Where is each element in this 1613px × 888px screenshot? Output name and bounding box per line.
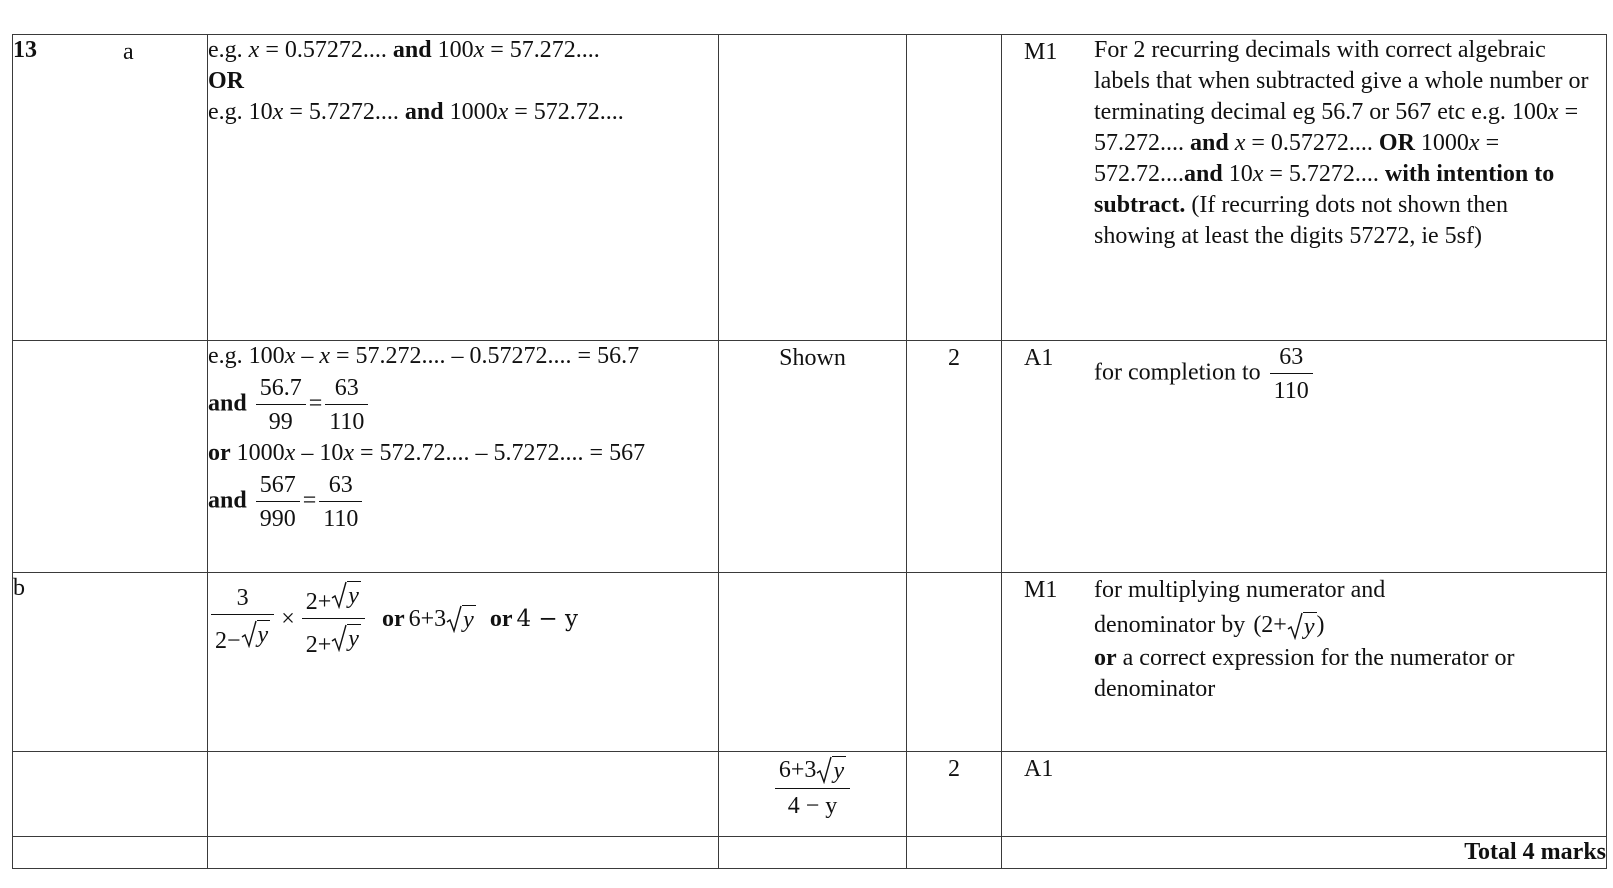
notes-cell: [1002, 573, 1607, 752]
mark-cell: [907, 573, 1002, 752]
question-cell: [13, 341, 208, 573]
expression-4-minus-y: 4 − y: [516, 605, 578, 632]
answer-cell: [719, 837, 907, 869]
question-number: 13: [13, 37, 37, 63]
fraction-63-over-110: $\frac{63}{110}$: [325, 376, 368, 434]
answer-shown: Shown: [779, 345, 846, 371]
working-line-1: e.g. 100x – x = 57.272.... – 0.57272.... = 56.7: [208, 343, 640, 369]
answer-fraction: 6+3 y 4 − y: [775, 756, 850, 818]
mark-code: M1: [1024, 39, 1058, 65]
expression-6-plus-3-root-y: 6+3 y: [408, 605, 474, 633]
mark-code: A1: [1024, 756, 1054, 782]
mark-value: 2: [948, 756, 960, 782]
mark-cell: [907, 752, 1002, 837]
question-cell: [13, 837, 208, 869]
fraction-2-plus-root-y: 2+ y 2+ y: [302, 581, 365, 657]
answer-cell: [719, 35, 907, 341]
question-part-a: a: [123, 39, 134, 65]
row-13b-method: [13, 573, 1607, 752]
answer-cell: [719, 341, 907, 573]
notes-text: For 2 recurring decimals with correct algebraic labels that when subtracted give a whole number or terminating decimal eg 56.7 or 567 etc e.g. 100x = 57.272.... and x = 0.57272.... OR 1000x = 572.72....and 10x = 5.7272.... with intention to subtract. (If recurring dots not shown then showing at least the digits 57272, ie 5sf): [1094, 37, 1589, 249]
working-fraction-line-1: and $\frac{56.7}{99}$ = $\frac{63}{110}$: [208, 376, 718, 434]
row-13a-accuracy: [13, 341, 1607, 573]
working-cell: [208, 752, 719, 837]
mark-value: 2: [948, 345, 960, 371]
notes-cell: [1002, 752, 1607, 837]
working-expression: 3 2− y × 2+ y 2+ y or 6+3 y or 4 − y: [208, 581, 718, 657]
answer-cell: [719, 752, 907, 837]
question-cell: [13, 35, 208, 341]
notes-cell: [1002, 35, 1607, 341]
working-line-2: e.g. 10x = 5.7272.... and 1000x = 572.72....: [208, 99, 624, 125]
mark-code: A1: [1024, 345, 1054, 371]
question-cell: [13, 752, 208, 837]
mark-scheme-table: [12, 34, 1607, 869]
mark-cell: [907, 341, 1002, 573]
working-cell: [208, 837, 719, 869]
mark-cell: [907, 837, 1002, 869]
notes-text: for completion to $\frac{63}{110}$: [1094, 345, 1590, 403]
working-cell: [208, 35, 719, 341]
row-13a-method: [13, 35, 1607, 341]
question-part-b: b: [13, 575, 25, 601]
working-or: OR: [208, 68, 244, 94]
fraction-56-7-over-99: $\frac{56.7}{99}$: [256, 376, 306, 434]
working-line-1: e.g. x = 0.57272.... and 100x = 57.272....: [208, 37, 600, 63]
notes-text: for multiplying numerator and denominator by (2+ y ) or a correct expression for the numerator or denominator: [1094, 577, 1515, 702]
question-cell: [13, 573, 208, 752]
mark-cell: [907, 35, 1002, 341]
fraction-3-over-2-minus-root-y: 3 2− y: [211, 586, 274, 653]
row-total: [13, 837, 1607, 869]
total-marks: Total 4 marks: [1002, 837, 1607, 869]
fraction-63-over-110-notes: $\frac{63}{110}$: [1270, 345, 1313, 403]
fraction-567-over-990: $\frac{567}{990}$: [256, 473, 300, 531]
row-13b-accuracy: [13, 752, 1607, 837]
working-fraction-line-2: and $\frac{567}{990}$ = $\frac{63}{110}$: [208, 473, 718, 531]
notes-cell: [1002, 341, 1607, 573]
working-cell: [208, 341, 719, 573]
fraction-63-over-110-b: $\frac{63}{110}$: [319, 473, 362, 531]
working-cell: [208, 573, 719, 752]
answer-cell: [719, 573, 907, 752]
working-line-3: or 1000x – 10x = 572.72.... – 5.7272.... = 567: [208, 440, 646, 466]
mark-code: M1: [1024, 577, 1058, 603]
